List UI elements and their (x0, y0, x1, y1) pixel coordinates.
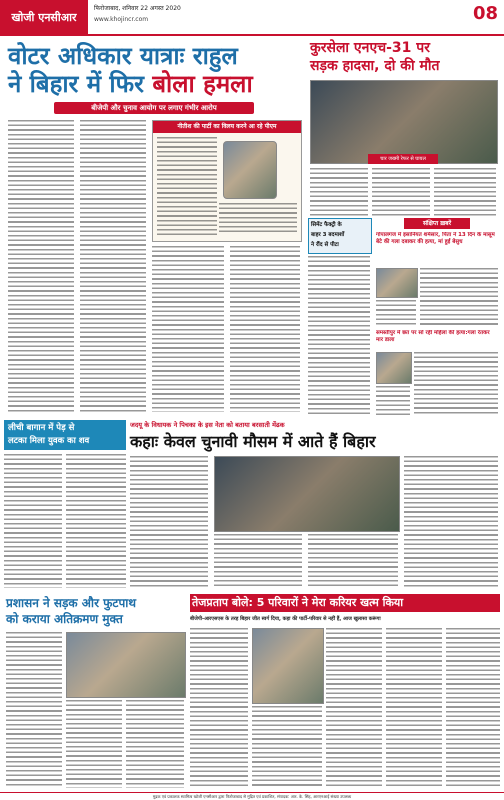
story-samastipur (374, 330, 500, 418)
dateline: फिरोजाबाद, शनिवार 22 अगस्त 2020 (94, 5, 181, 12)
tejpratap-body-col3 (326, 628, 382, 788)
samastipur-body-col1 (414, 352, 498, 416)
litchi-body-col2 (66, 454, 126, 588)
accident-body-col3 (434, 168, 496, 216)
footer-imprint: मुद्रक एवं प्रकाशक स्वामित्व खोजी एनसीआर द्वारा फिरोजाबाद से मुद्रित एवं प्रकाशित, संपादक: आर. के. सिंह, आरएनआई संख्या उपलब्ध (152, 794, 352, 799)
page-number: 08 (472, 3, 498, 24)
samastipur-body-col2 (376, 386, 410, 416)
encroachment-body-col1 (6, 632, 62, 788)
encroachment-body-col3 (126, 700, 184, 788)
lead-body-col2 (80, 120, 146, 412)
jdu-body-col1 (130, 456, 208, 588)
story-tejpratap (190, 594, 500, 790)
gopalganj-body-col2 (376, 300, 416, 326)
lead-headline-line1: वोटर अधिकार यात्राः राहुल (8, 42, 238, 70)
tejpratap-photo (252, 628, 324, 704)
cement-title-line1: सिमेंट फैक्ट्री के (311, 222, 342, 228)
cement-title-line3: ने रौंद से पीटा (311, 242, 339, 248)
samastipur-photo (376, 352, 412, 384)
lead-pullquote: नीतीश की पार्टी का विलय करने आ रहे पीएम (153, 121, 301, 133)
gopalganj-kicker: संक्षिप्त ख़बरें (404, 218, 470, 229)
gopalganj-photo (376, 268, 418, 298)
story-litchi (4, 420, 126, 590)
encroachment-photo (66, 632, 186, 698)
lead-body-col1 (8, 120, 74, 412)
tejpratap-body-col5 (446, 628, 500, 788)
story-gopalganj (374, 218, 500, 328)
cement-body (308, 256, 370, 416)
litchi-headline-line1: लीची बागान में पेड़ से (8, 423, 75, 433)
jdu-body-col2 (214, 534, 302, 588)
gopalganj-headline: गोपालगंज में इंसानियत शर्मसार, पिता ने 13 दिन के मासूम बेटे की गला दबाकर की हत्या, मां हुई बेसुध (376, 232, 495, 245)
encroachment-body-col2 (66, 700, 122, 788)
encroachment-headline-line2: को कराया अतिक्रमण मुक्त (6, 612, 123, 626)
cement-title-line2: बाहर 3 बदमाशों (311, 232, 345, 238)
litchi-body-col1 (4, 454, 62, 588)
litchi-headline-box (4, 420, 126, 450)
accident-caption: चार जख्मी रेफर से घायल (368, 154, 438, 164)
accident-body-col2 (372, 168, 430, 216)
tejpratap-headline: तेजप्रताप बोले: 5 परिवारों ने मेरा करियर खत्म किया (190, 594, 500, 612)
jdu-body-col3 (308, 534, 398, 588)
accident-body-col1 (310, 168, 368, 216)
cement-title-box (308, 218, 372, 254)
story-encroachment (4, 594, 186, 790)
lead-headline-line2 (8, 70, 253, 98)
lead-body-col4 (230, 246, 300, 412)
rahul-photo (223, 141, 277, 199)
lead-body-col3 (152, 246, 224, 412)
accident-headline-line2: सड़क हादसा, दो की मौत (310, 58, 440, 74)
tejpratap-body-col1 (190, 628, 248, 788)
pullquote-text (157, 137, 217, 235)
story-cement (308, 218, 370, 418)
story-accident (308, 38, 500, 218)
website: www.khojincr.com (94, 16, 149, 23)
tejpratap-body-col2 (252, 706, 322, 788)
jdu-headline: कहाः केवल चुनावी मौसम में आते हैं बिहार (130, 432, 376, 451)
story-lead (4, 38, 304, 418)
accident-photo (310, 80, 498, 164)
gopalganj-body-col1 (420, 268, 498, 326)
jdu-body-col4 (404, 456, 498, 588)
brand-logo: खोजी एनसीआर (0, 0, 88, 34)
samastipur-headline: समस्तीपुर में छत पर सो रही महिला की हत्या:गला रेतकर मार डाला (376, 330, 490, 343)
jdu-kicker: जदयू के विधायक ने पिचका के इस नेता को बताया बरसाती मेंढक (130, 421, 285, 429)
lead-pullquote-box (152, 120, 302, 242)
lead-headline-line2-b: बोला हमला (152, 70, 253, 98)
lead-kicker: बीजेपी और चुनाव आयोग पर लगाए गंभीर आरोप (54, 102, 254, 114)
tejpratap-kicker: बीजेपी-आरएसएस के तरह बिहार जीत स्वर्ग दिया, कहा की पार्टी-परिवार से नहीं हैं, आज खुलासा करूंगा (190, 616, 381, 622)
tejpratap-body-col4 (386, 628, 442, 788)
story-jdu (130, 420, 500, 590)
litchi-headline-line2: लटका मिला युवक का शव (8, 436, 90, 446)
encroachment-headline-line1: प्रशासन ने सड़क और फुटपाथ (6, 596, 137, 610)
pullquote-text-2 (219, 203, 297, 235)
lead-headline-line2-a: ने बिहार में फिर (8, 70, 153, 98)
jdu-photo (214, 456, 400, 532)
accident-headline-line1: कुरसेला एनएच-31 पर (310, 40, 430, 56)
